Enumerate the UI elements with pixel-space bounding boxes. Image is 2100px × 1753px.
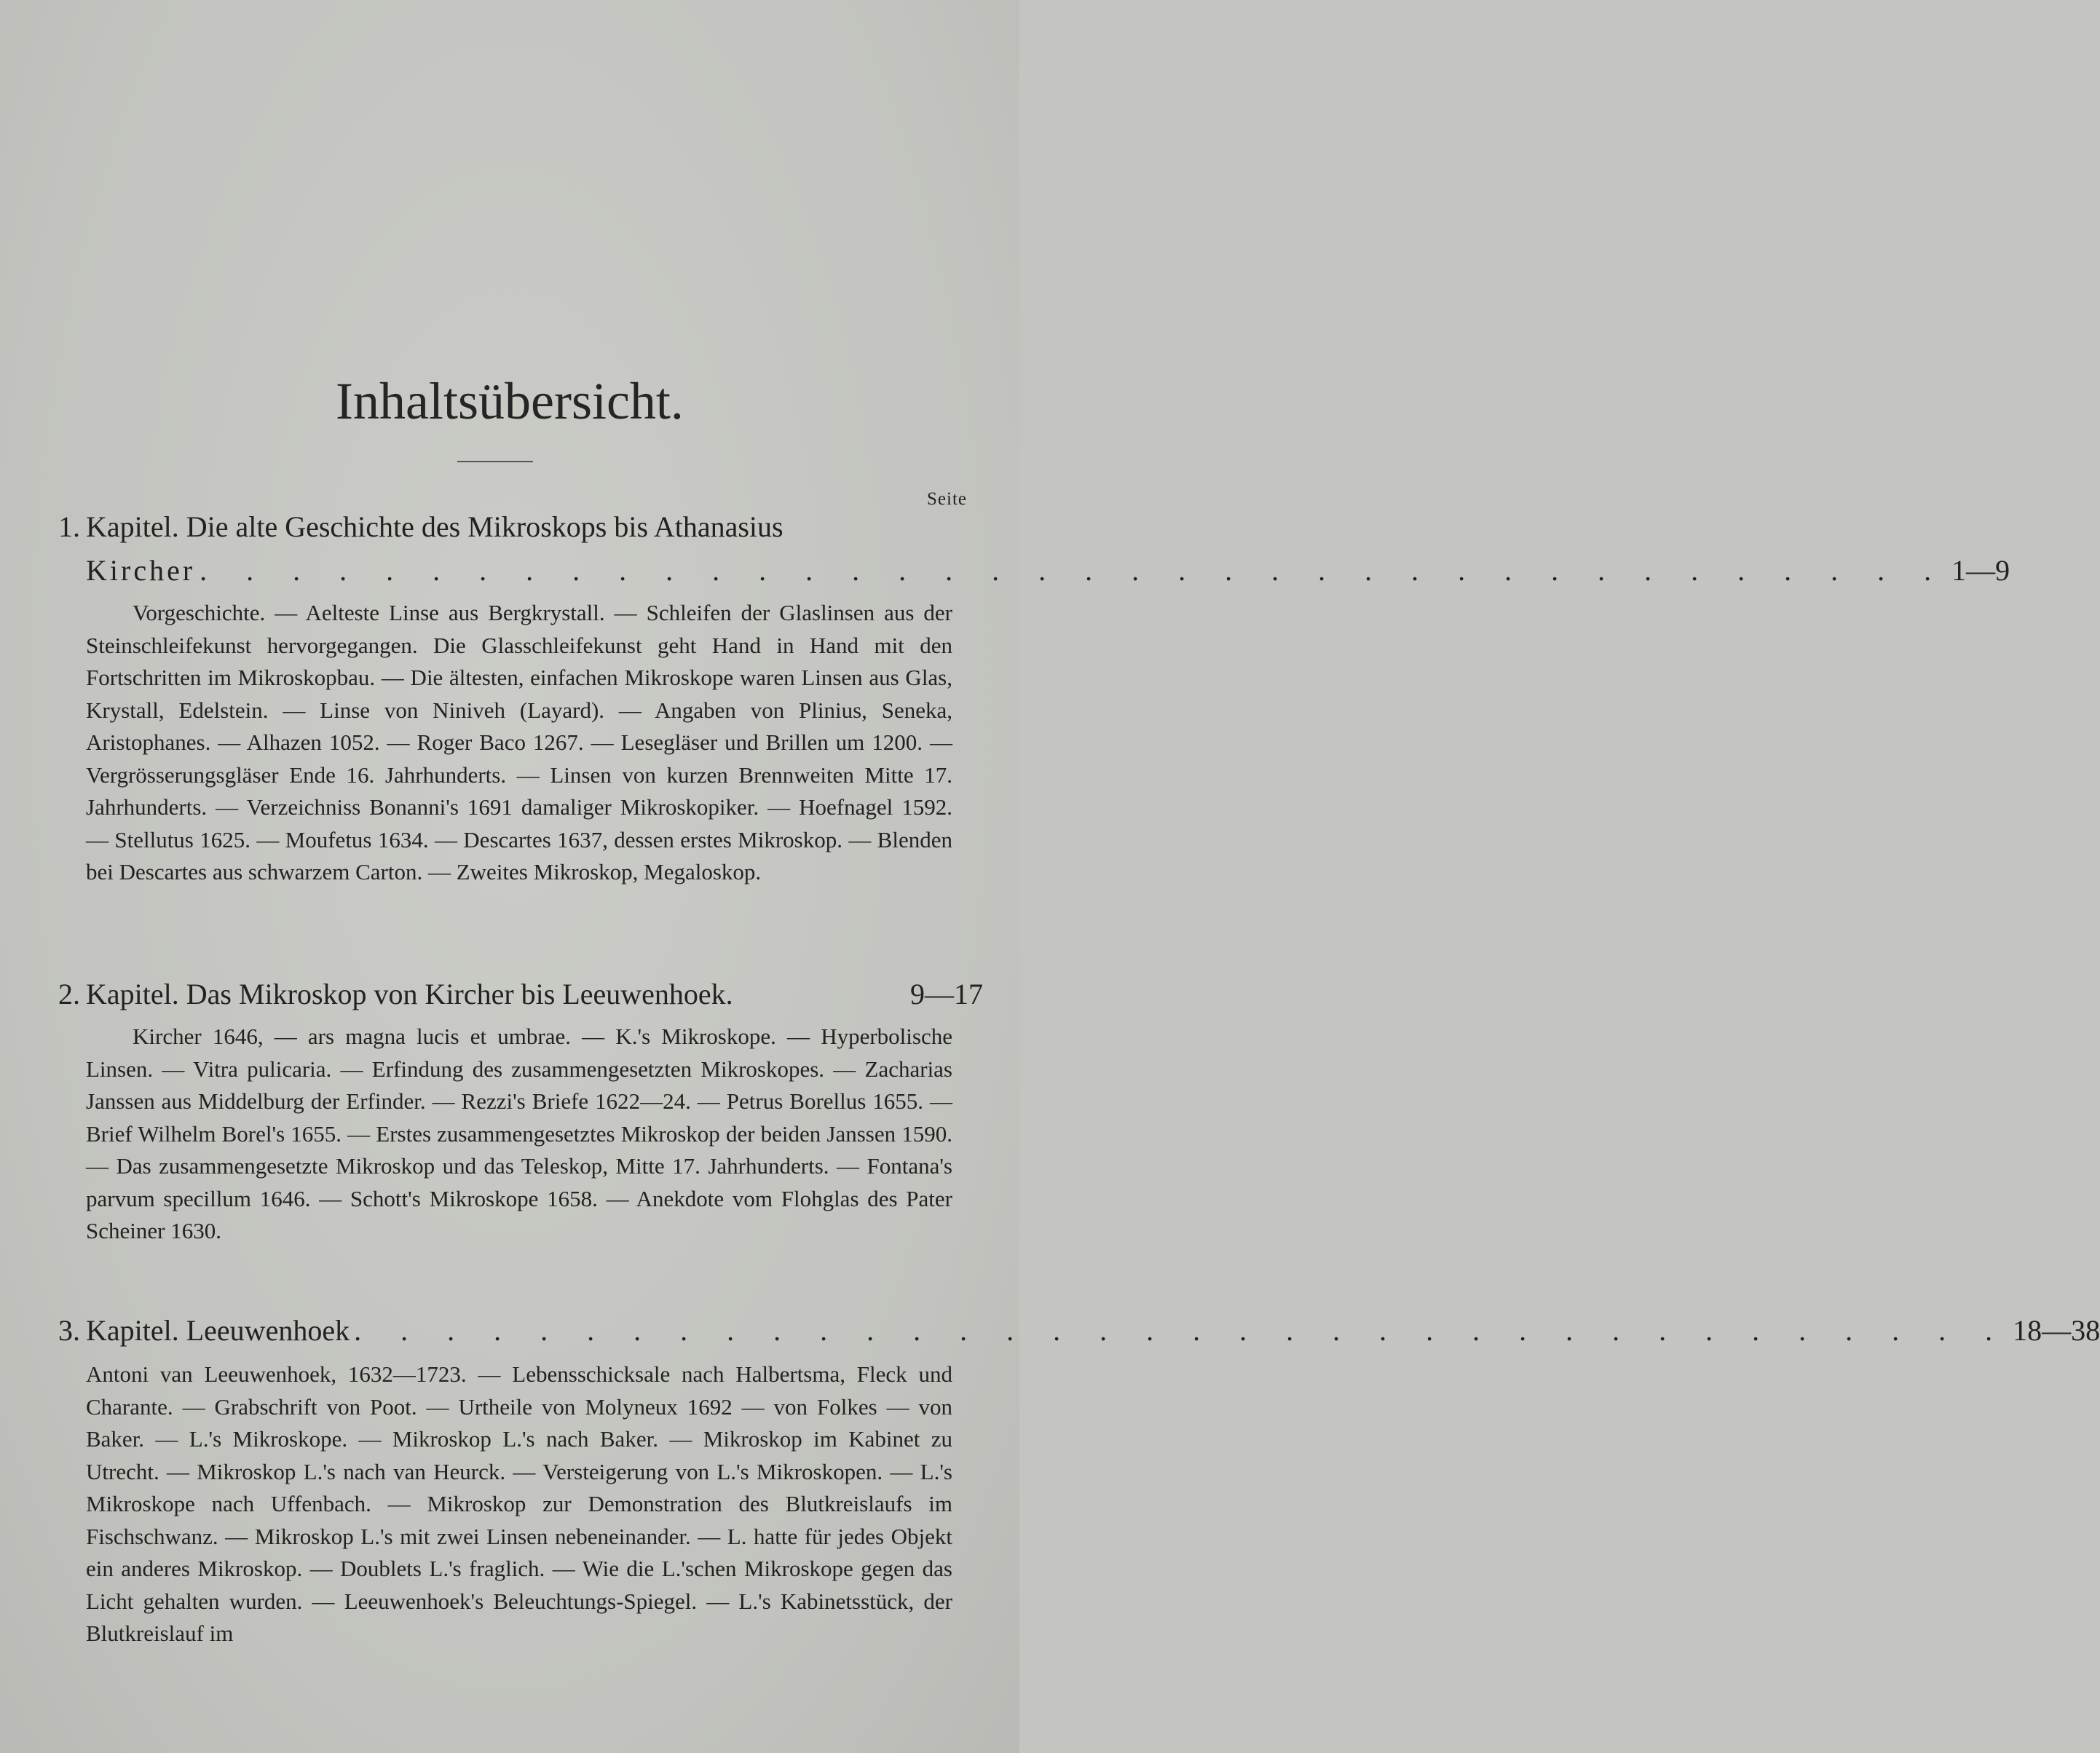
chapter-pages: 1—9 [1951, 554, 2010, 587]
dot-leader: . . . . . . . . . . . . . . . . . . . . . . . . . . . . . . . . . . . . [354, 1314, 2009, 1347]
chapter-2 [44, 973, 983, 1248]
chapter-title: Kapitel. Die alte Geschichte des Mikroskops bis Athanasius [86, 510, 783, 543]
page-title: Inhaltsübersicht. [336, 372, 684, 430]
chapter-3 [44, 1309, 2100, 1650]
chapter-title: Kapitel. Das Mikroskop von Kircher bis Leeuwenhoek. [86, 978, 733, 1010]
chapter-heading [44, 505, 983, 549]
chapter-pages: 18—38 [2013, 1314, 2100, 1347]
chapter-summary: Kircher 1646, — ars magna lucis et umbrae. — K.'s Mikroskope. — Hyperbolische Linsen. — Vitra pulicaria. — Erfindung des zusammengesetzten Mikroskopes. — Zacharias Janssen aus Middelburg der Erfinder. — Rezzi's Briefe 1622—24. — Petrus Borellus 1655. — Brief Wilhelm Borel's 1655. — Erstes zusammengesetztes Mikroskop der beiden Janssen 1590. — Das zusammengesetzte Mikroskop und das Teleskop, Mitte 17. Jahrhunderts. — Fontana's parvum specillum 1646. — Schott's Mikroskope 1658. — Anekdote vom Flohglas des Pater Scheiner 1630. [86, 1024, 952, 1243]
chapter-summary: Vorgeschichte. — Aelteste Linse aus Bergkrystall. — Schleifen der Glaslinsen aus der Steinschleifekunst hervorgegangen. Die Glasschleifekunst geht Hand in Hand mit den Fortschritten im Mikroskopbau. — Die ältesten, einfachen Mikroskope waren Linsen aus Glas, Krystall, Edelstein. — Linse von Niniveh (Layard). — Angaben von Plinius, Seneka, Aristophanes. — Alhazen 1052. — Roger Baco 1267. — Lesegläser und Brillen um 1200. — Vergrösserungsgläser Ende 16. Jahrhunderts. — Linsen von kurzen Brennweiten Mitte 17. Jahrhunderts. — Verzeichniss Bonanni's 1691 damaliger Mikroskopiker. — Hoefnagel 1592. — Stellutus 1625. — Moufetus 1634. — Descartes 1637, dessen erstes Mikroskop. — Blenden bei Descartes aus schwarzem Carton. — Zweites Mikroskop, Megaloskop. [86, 600, 952, 885]
chapter-number: 3. [58, 1314, 80, 1347]
chapter-pages: 9—17 [910, 978, 983, 1010]
chapter-heading [44, 973, 983, 1016]
chapter-number: 1. [58, 510, 80, 543]
chapter-title: Kapitel. Leeuwenhoek [86, 1314, 350, 1347]
dot-leader: . . . . . . . . . . . . . . . . . . . . . . . . . . . . . . . . . . . . . . [200, 554, 1948, 587]
chapter-number: 2. [58, 978, 80, 1010]
chapter-1 [44, 505, 2010, 889]
chapter-heading-continuation [44, 549, 2010, 593]
chapter-heading [44, 1309, 2100, 1353]
chapter-title-continued: Kircher [86, 554, 196, 587]
seite-column-label: Seite [927, 489, 967, 509]
title-divider [457, 461, 533, 462]
chapter-summary: Antoni van Leeuwenhoek, 1632—1723. — Lebensschicksale nach Halbertsma, Fleck und Charante. — Grabschrift von Poot. — Urtheile von Molyneux 1692 — von Folkes — von Baker. — L.'s Mikroskope. — Mikroskop L.'s nach Baker. — Mikroskop im Kabinet zu Utrecht. — Mikroskop L.'s nach van Heurck. — Versteigerung von L.'s Mikroskopen. — L.'s Mikroskope nach Uffenbach. — Mikroskop zur Demonstration des Blutkreislaufs im Fischschwanz. — Mikroskop L.'s mit zwei Linsen nebeneinander. — L. hatte für jedes Objekt ein anderes Mikroskop. — Doublets L.'s fraglich. — Wie die L.'schen Mikroskope gegen das Licht gehalten wurden. — Leeuwenhoek's Beleuchtungs-Spiegel. — L.'s Kabinetsstück, der Blutkreislauf im [86, 1361, 952, 1646]
